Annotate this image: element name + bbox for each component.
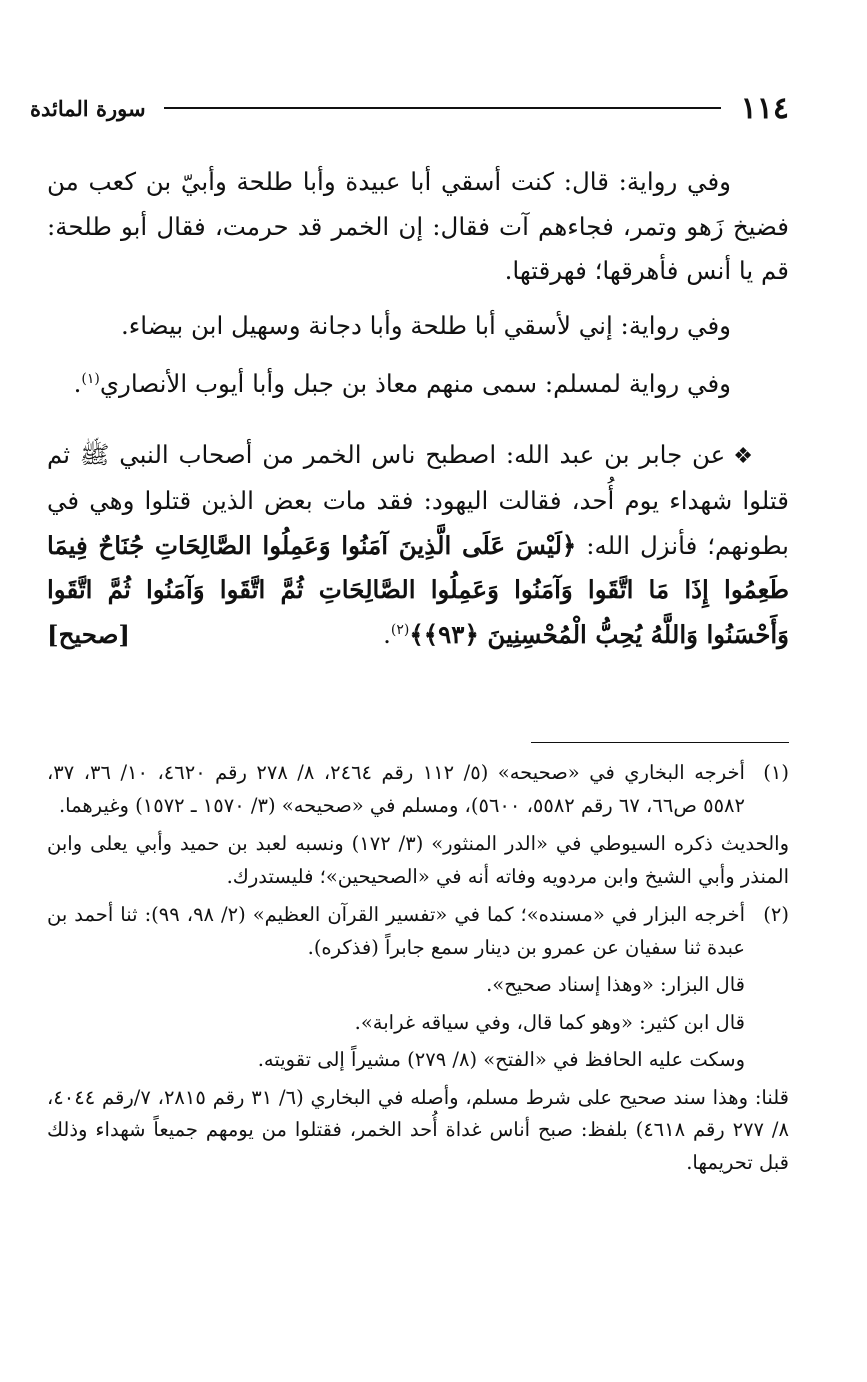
footnote bbox=[47, 899, 789, 1179]
footnote-text: والحديث ذكره السيوطي في «الدر المنثور» (٣/ ١٧٢) ونسبه لعبد بن حميد وأبي يعلى وابن المنذر وأبي الشيخ وابن مردويه وفاته أنه في «الصحيحين»؛ فليستدرك. bbox=[47, 832, 789, 888]
paragraph: وفي رواية: إني لأسقي أبا طلحة وأبا دجانة وسهيل ابن بيضاء. bbox=[120, 310, 731, 340]
footnote-text: قال ابن كثير: «وهو كما قال، وفي سياقه غرابة». bbox=[354, 1010, 745, 1034]
footnote-ref: (١) bbox=[81, 370, 100, 387]
footnote-ref: (٢) bbox=[390, 621, 410, 638]
footnote-text: قال البزار: «وهذا إسناد صحيح». bbox=[486, 973, 745, 996]
footnote-number: (٢) bbox=[763, 903, 789, 926]
footnote-separator bbox=[531, 742, 789, 743]
page-header bbox=[30, 88, 789, 128]
paragraph: وفي رواية: قال: كنت أسقي أبا عبيدة وأبا طلحة وأبيّ بن كعب من فضيخ زَهو وتمر، فجاءهم آت فقال: إن الخمر قد حرمت، فقال أبو طلحة: قم يا أنس فأهرقها؛ فهرقتها. bbox=[47, 167, 789, 285]
footnote-number: (١) bbox=[763, 761, 789, 784]
paragraph-text: وفي رواية لمسلم: سمى منهم معاذ بن جبل وأبا أيوب الأنصاري bbox=[99, 369, 731, 398]
paragraph-end: . bbox=[73, 369, 82, 398]
main-text bbox=[47, 160, 789, 657]
footnote-text: وسكت عليه الحافظ في «الفتح» (٨/ ٢٧٩) مشيراً إلى تقويته. bbox=[257, 1048, 745, 1071]
paragraph-end: . bbox=[383, 619, 391, 649]
footnote-text: أخرجه البخاري في «صحيحه» (٥/ ١١٢ رقم ٢٤٦٤، ٨/ ٢٧٨ رقم ٤٦٢٠، ١٠/ ٣٦، ٣٧، ٥٥٨٢ ص٦٦، ٦٧ رقم ٥٥٨٢، ٥٦٠٠)، ومسلم في «صحيحه» (٣/ ١٥٧٠ ـ ١٥٧٢) وغيرهما. bbox=[47, 761, 745, 817]
surah-name: سورة المائدة bbox=[30, 95, 146, 121]
hadith-grade: [صحيح] bbox=[47, 619, 131, 649]
hadith-text: عن جابر بن عبد الله: اصطبح ناس الخمر من أصحاب النبي ﷺ ثم قتلوا شهداء يوم أُحد، فقالت اليهود: فقد مات بعض الذين قتلوا وهي في بطونهم؛ فأنزل الله: bbox=[47, 439, 789, 560]
page-number: ١١٤ bbox=[740, 90, 789, 126]
hadith-paragraph bbox=[47, 433, 789, 658]
footnote-text: أخرجه البزار في «مسنده»؛ كما في «تفسير القرآن العظيم» (٢/ ٩٨، ٩٩): ثنا أحمد بن عبدة ثنا سفيان عن عمرو بن دينار سمع جابراً (فذكره). bbox=[47, 903, 745, 959]
diamond-icon: ❖ bbox=[733, 443, 755, 469]
footnotes bbox=[47, 757, 789, 1179]
quran-verse: ﴿لَيْسَ عَلَى الَّذِينَ آمَنُوا وَعَمِلُوا الصَّالِحَاتِ جُنَاحٌ فِيمَا طَعِمُوا إِذَا مَا اتَّقَوا وَآمَنُوا وَعَمِلُوا الصَّالِحَاتِ ثُمَّ اتَّقَوا وَآمَنُوا ثُمَّ اتَّقَوا وَأَحْسَنُوا وَاللَّهُ يُحِبُّ الْمُحْسِنِينَ ﴿٩٣﴾﴾ bbox=[47, 530, 789, 649]
header-rule bbox=[164, 107, 721, 109]
paragraph bbox=[47, 362, 789, 407]
footnote bbox=[47, 757, 789, 893]
footnote-text: قلنا: وهذا سند صحيح على شرط مسلم، وأصله في البخاري (٦/ ٣١ رقم ٢٨١٥، ٧/رقم ٤٠٤٤، ٨/ ٢٧٧ رقم ٤٦١٨) بلفظ: صبح أناس غداة أُحد الخمر، فقتلوا من يومهم جميعاً شهداء وذلك قبل تحريمها. bbox=[47, 1085, 789, 1174]
